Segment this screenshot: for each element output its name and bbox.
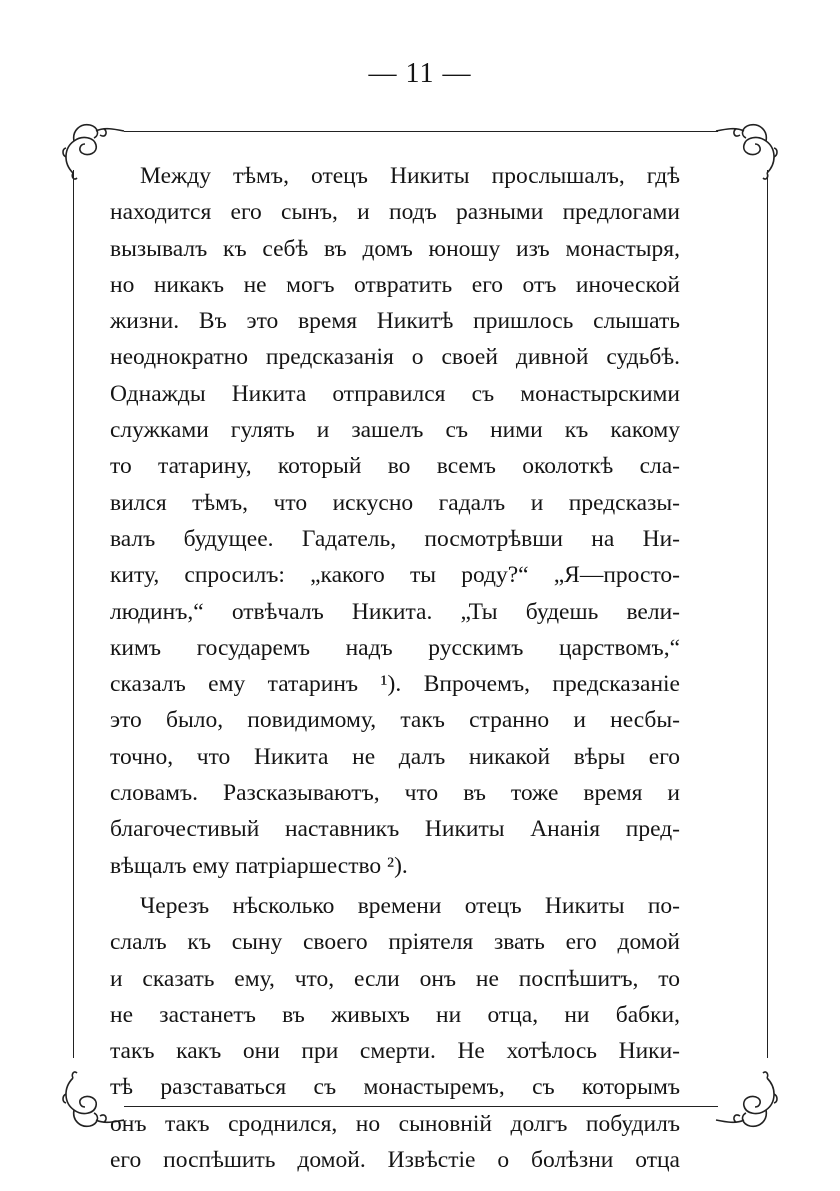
corner-ornament-bottom-right-icon [712,1068,782,1138]
text-line: служками гулять и зашелъ съ ними къ какому [110,417,680,444]
paragraph-2 [110,888,680,1178]
text-line: не застанетъ въ живыхъ ни отца, ни бабки, [110,1001,680,1028]
text-line: тѣ разставаться съ монастыремъ, съ которымъ [110,1074,680,1101]
text-line: Между тѣмъ, отецъ Никиты прослышалъ, гдѣ [140,163,680,189]
text-line: валъ будущее. Гадатель, посмотрѣвши на Ни- [110,525,680,552]
text-line: вился тѣмъ, что искусно гадалъ и предсказы- [110,489,680,516]
text-line: кимъ государемъ надъ русскимъ царствомъ,“ [110,634,680,661]
text-line: его поспѣшить домой. Извѣстіе о болѣзни отца [110,1147,680,1174]
text-line: это было, повидимому, такъ странно и несбы- [110,707,680,734]
text-line: онъ такъ сроднился, но сыновній долгъ побудилъ [110,1110,680,1137]
text-line: словамъ. Разсказываютъ, что въ тоже время и [110,780,680,807]
text-line: но никакъ не могъ отвратить его отъ иноческой [110,271,680,298]
text-line: Однажды Никита отправился съ монастырскими [110,380,680,407]
text-line: слалъ къ сыну своего пріятеля звать его домой [110,929,680,956]
text-line: вызывалъ къ себѣ въ домъ юношу изъ монастыря, [110,235,680,262]
body-text [110,158,680,1178]
text-line: и сказать ему, что, если онъ не поспѣшитъ, то [110,965,680,992]
text-line: людинъ,“ отвѣчалъ Никита. „Ты будешь вели- [110,598,680,625]
frame-left-rule [73,170,74,1058]
text-line: такъ какъ они при смерти. Не хотѣлось Ники- [110,1038,680,1065]
text-line: неоднократно предсказанія о своей дивной судьбѣ. [110,344,680,371]
text-line: то татарину, который во всемъ околоткѣ сла- [110,453,680,480]
paragraph-1 [110,158,680,884]
text-line: жизни. Въ это время Никитѣ пришлось слышать [110,308,680,335]
text-line: киту, спросилъ: „какого ты роду?“ „Я—просто- [110,562,680,589]
text-line: благочестивый наставникъ Никиты Ананія пред- [110,816,680,843]
text-line: Черезъ нѣсколько времени отецъ Никиты по- [140,892,680,919]
page-number: — 11 — [368,58,472,89]
text-line: вѣщалъ ему патріаршество ²). [110,852,408,879]
frame-right-rule [767,170,768,1058]
text-line: находится его сынъ, и подъ разными предлогами [110,199,680,226]
text-line: сказалъ ему татаринъ ¹). Впрочемъ, предсказаніе [110,671,680,698]
text-line: точно, что Никита не далъ никакой вѣры его [110,743,680,770]
frame-top-rule [124,131,718,132]
corner-ornament-top-right-icon [712,113,782,183]
